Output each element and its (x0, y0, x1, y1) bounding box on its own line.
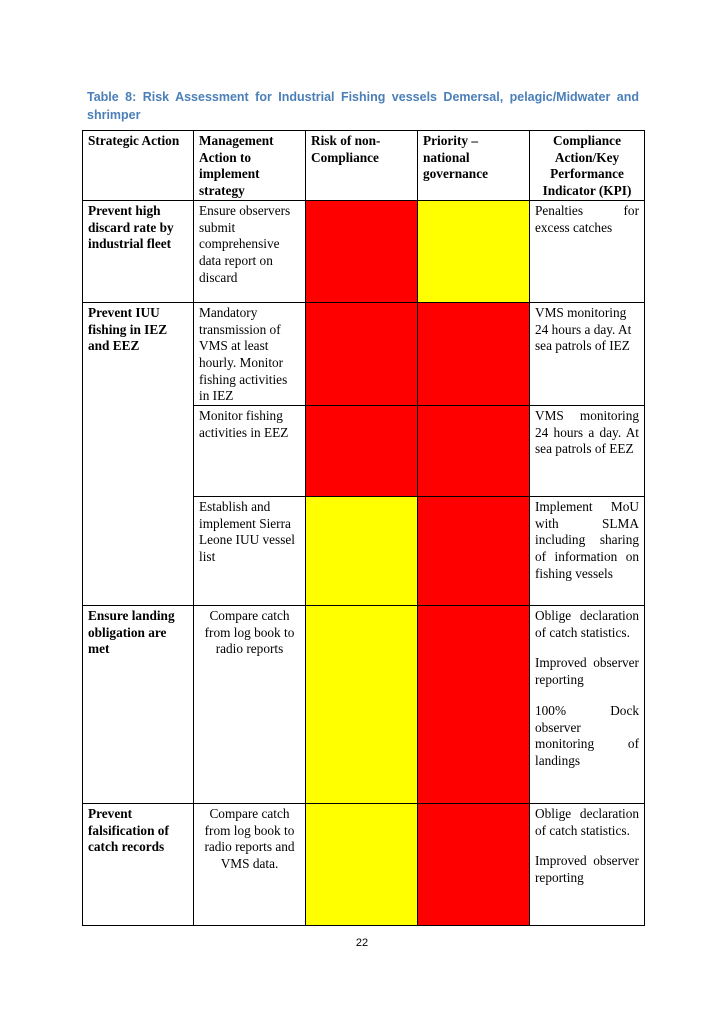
strategic-action-cell: Ensure landing obligation are met (83, 606, 194, 804)
table-header-row (83, 131, 645, 201)
kpi-text: Improved observer reporting (535, 655, 639, 688)
header-priority: Priority – national governance (418, 131, 530, 201)
management-action-cell: Establish and implement Sierra Leone IUU vessel list (194, 497, 306, 606)
kpi-cell (530, 606, 645, 804)
risk-assessment-table (82, 130, 645, 926)
table-row (83, 606, 645, 804)
risk-cell-red (306, 302, 418, 405)
priority-cell-red (418, 804, 530, 926)
header-management-action: Management Action to implement strategy (194, 131, 306, 201)
risk-cell-red (306, 406, 418, 497)
table-row (83, 804, 645, 926)
priority-cell-red (418, 302, 530, 405)
management-action-cell: Mandatory transmission of VMS at least hourly. Monitor fishing activities in IEZ (194, 302, 306, 405)
table-row (83, 200, 645, 302)
kpi-cell (530, 804, 645, 926)
kpi-cell (530, 200, 645, 302)
table-caption: Table 8: Risk Assessment for Industrial Fishing vessels Demersal, pelagic/Midwater and shrimper (87, 90, 639, 122)
header-kpi: Compliance Action/Key Performance Indicator (KPI) (530, 131, 645, 201)
kpi-cell (530, 406, 645, 497)
kpi-cell (530, 497, 645, 606)
kpi-text: VMS monitoring 24 hours a day. At sea patrols of EEZ (535, 408, 639, 457)
table-row (83, 302, 645, 405)
strategic-action-cell: Prevent IUU fishing in IEZ and EEZ (83, 302, 194, 605)
header-strategic-action: Strategic Action (83, 131, 194, 201)
kpi-text: Improved observer reporting (535, 853, 639, 886)
risk-cell-yellow (306, 804, 418, 926)
risk-cell-yellow (306, 497, 418, 606)
priority-cell-yellow (418, 200, 530, 302)
kpi-text: Oblige declaration of catch statistics. (535, 806, 639, 838)
management-action-cell: Monitor fishing activities in EEZ (194, 406, 306, 497)
priority-cell-red (418, 606, 530, 804)
kpi-text: Oblige declaration of catch statistics. (535, 608, 639, 640)
kpi-text: Implement MoU with SLMA including sharing of information on fishing vessels (535, 499, 639, 581)
kpi-text: 100% Dock observer monitoring of landings (535, 702, 639, 768)
management-action-cell: Compare catch from log book to radio reports (194, 606, 306, 804)
risk-cell-yellow (306, 606, 418, 804)
strategic-action-cell: Prevent falsification of catch records (83, 804, 194, 926)
kpi-cell (530, 302, 645, 405)
page-number: 22 (355, 937, 369, 949)
priority-cell-red (418, 406, 530, 497)
priority-cell-red (418, 497, 530, 606)
management-action-cell: Compare catch from log book to radio reports and VMS data. (194, 804, 306, 926)
kpi-text: Penalties for excess catches (535, 202, 639, 235)
strategic-action-cell: Prevent high discard rate by industrial fleet (83, 200, 194, 302)
risk-cell-red (306, 200, 418, 302)
management-action-cell: Ensure observers submit comprehensive data report on discard (194, 200, 306, 302)
header-risk: Risk of non-Compliance (306, 131, 418, 201)
kpi-text: VMS monitoring 24 hours a day. At sea patrols of IEZ (535, 304, 632, 354)
